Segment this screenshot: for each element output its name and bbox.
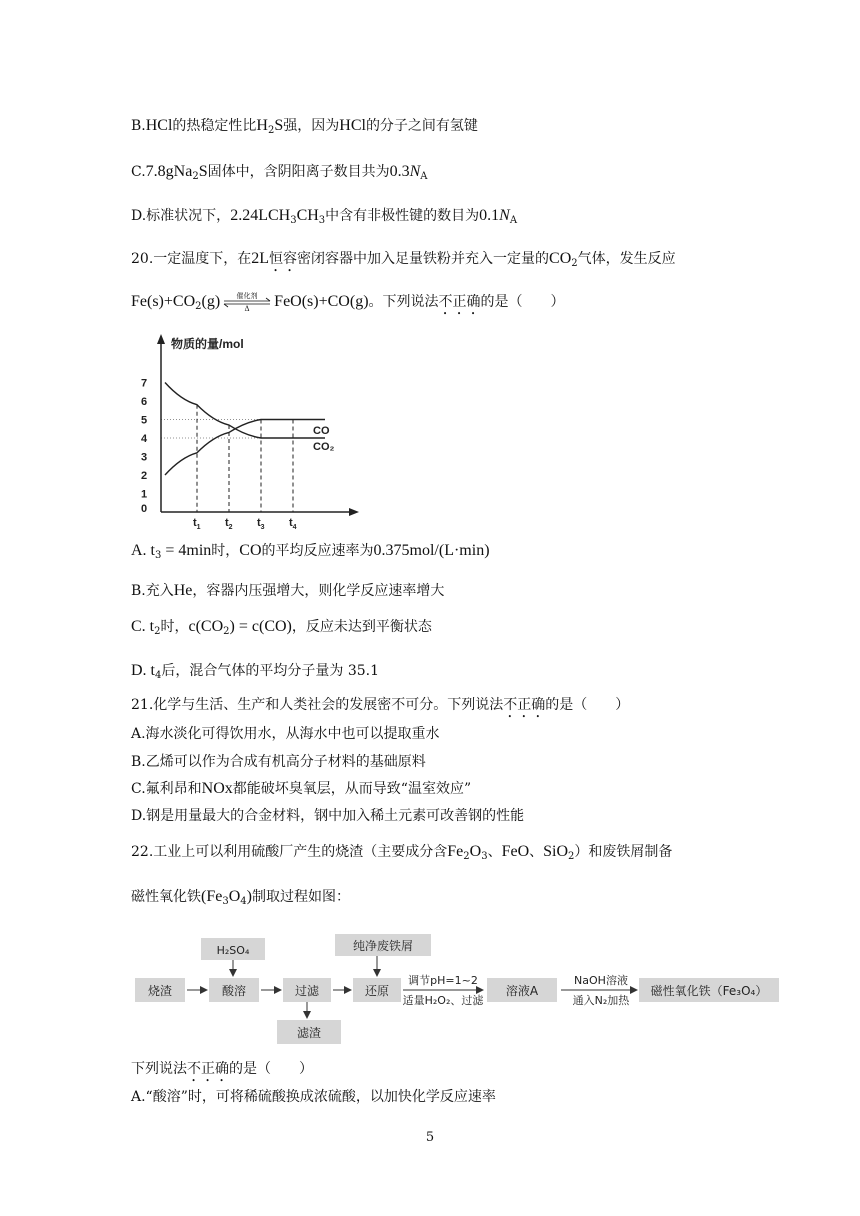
formula: FeO(s)+CO(g) [274,293,369,310]
text: D. t [131,662,155,679]
text: 中含有非极性键的数目为 [325,208,480,224]
number: 0.3 [389,163,410,180]
text: 、 [529,844,544,860]
formula: S [198,163,208,180]
emphasis: 不正确 [503,697,546,713]
subscript: 2 [154,626,161,637]
flow-node-acid-dissolve-label: 酸溶 [221,984,247,998]
q19-option-d [131,206,517,226]
q20-option-a [131,541,490,561]
legend-co2: CO₂ [313,441,335,453]
q21-option-a: A.海水淡化可得饮用水，从海水中也可以提取重水 [131,726,440,742]
text: ）和废铁屑制备 [574,844,673,860]
y-tick-label: 4 [141,433,148,445]
subscript: 2 [195,301,202,312]
process-flow-diagram [131,928,791,1048]
emphasis: 恒容 [269,251,298,267]
text: 的平均反应速率为 [261,543,374,559]
heat-label: Δ [244,305,250,312]
formula: (g) [201,293,221,310]
y-tick-label: 3 [141,451,148,464]
formula: 2.24LCH [230,207,291,224]
series-line-co2 [165,383,325,439]
subscript: 3 [481,851,488,862]
flow-node-filter-label: 过滤 [294,984,320,998]
flow-input-iron-scrap-label: 纯净废铁屑 [352,939,414,953]
subscript: A [420,171,428,182]
text: 21.化学与生活、生产和人类社会的发展密不可分。下列说法 [131,697,504,713]
reversible-arrow-icon [222,292,272,312]
formula: = 4min [161,542,212,559]
y-tick-label: 6 [141,396,148,408]
formula: HCl [339,117,366,134]
avogadro: N [499,207,510,224]
x-tick-label: $t_4$ [289,517,297,530]
x-tick-label: $t_2$ [225,517,233,530]
formula: ) [246,888,252,905]
text: ，反应未达到平衡状态 [291,619,432,635]
subscript: 3 [318,215,326,226]
emphasis: 不正确 [187,1061,229,1077]
number: 0.1 [479,207,500,224]
text: C. t [131,618,155,635]
flow-input-h2so4-label: H₂SO₄ [216,944,250,957]
text: 密闭容器中加入足量铁粉并充入一定量的 [297,251,550,267]
emphasis: 不正确 [438,294,481,310]
subscript: 2 [571,258,578,269]
text: C. [131,164,146,180]
flow-node-slag-label: 烧渣 [147,984,173,998]
formula: He [173,582,193,599]
formula: 7.8gNa [145,163,193,180]
q21-option-b: B.乙烯可以作为合成有机高分子材料的基础原料 [131,754,426,770]
formula: 0.375mol/(L·min) [373,542,490,559]
text: C.氟利昂和 [131,781,202,797]
page-number: 5 [425,1130,435,1145]
text: 22.工业上可以利用硫酸厂产生的烧渣（主要成分含 [131,844,448,860]
flow-step-label-naoh: NaOH溶液 [574,974,628,987]
text: 固体中，含阴阳离子数目共为 [207,164,390,180]
subscript: 3 [290,215,297,226]
text: 的热稳定性比 [172,118,257,134]
subscript: 2 [267,125,275,136]
flow-node-solution-a-label: 溶液A [505,984,539,998]
subscript: 3 [222,896,229,907]
subscript: 4 [240,896,247,907]
subscript: 4 [155,670,162,681]
formula: ) = c(CO) [229,618,292,635]
subscript: A [509,215,518,226]
text: 制取过程如图： [251,889,350,905]
x-tick-label: $t_1$ [193,517,201,530]
subscript: 2 [223,626,230,637]
q20-stem [131,249,676,275]
flow-node-reduce-label: 还原 [364,984,390,998]
flow-step-label-ph: 调节pH=1~2 [408,974,478,987]
formula: CO [549,250,572,267]
formula: O [469,843,482,860]
text: 的是（ ） [545,697,630,713]
formula: Fe [447,843,464,860]
text: 都能破坏臭氧层，从而导致“温室效应” [232,781,472,797]
formula: SiO [543,843,569,860]
flow-step-label-h2o2: 适量H₂O₂、过滤 [402,994,484,1007]
text: B. [131,118,146,134]
text: 的是（ ） [229,1061,313,1077]
text: 的分子之间有氢键 [365,118,478,134]
text: B.充入 [131,583,174,599]
legend-co: CO [313,425,330,437]
q19-option-b [131,116,478,136]
formula: c(CO [188,618,224,635]
flow-node-fe3o4-label: 磁性氧化铁（Fe₃O₄） [650,984,768,998]
y-tick-label: 2 [141,470,148,482]
formula: H [256,117,268,134]
subscript: 2 [192,171,199,182]
y-tick-label: 0 [141,503,148,515]
concentration-time-chart [131,326,363,530]
q22-stem-2 [131,887,350,907]
q19-option-c [131,162,428,182]
text: D.标准状况下， [131,208,231,224]
text: 时， [160,619,189,635]
formula: (Fe [201,888,223,905]
text: ，容器内压强增大，则化学反应速率增大 [192,583,445,599]
flow-step-label-n2: 通入N₂加热 [572,994,630,1007]
text: 气体，发生反应 [577,251,676,267]
catalyst-label: 催化剂 [236,292,258,300]
q20-equation [131,292,565,318]
x-tick-label: $t_3$ [257,517,265,530]
q22-question [131,1059,313,1085]
y-tick-label: 5 [141,414,148,427]
q20-option-b [131,581,444,601]
flow-output-residue-label: 滤渣 [296,1026,322,1040]
q21-option-d: D.钢是用量最大的合金材料，钢中加入稀土元素可改善钢的性能 [131,808,525,824]
formula: O [228,888,241,905]
text: 、 [487,844,502,860]
text: 20.一定温度下，在 [131,251,252,267]
q22-option-a: A.“酸溶”时，可将稀硫酸换成浓硫酸，以加快化学反应速率 [131,1089,496,1105]
text: 。下列说法 [368,294,439,310]
formula: NOx [201,780,233,797]
formula: 2L [251,250,270,267]
q20-option-d [131,661,379,681]
y-tick-label: 7 [141,377,148,390]
formula: S [274,117,284,134]
text: 下列说法 [131,1061,187,1077]
avogadro: N [409,163,421,180]
text: 的是（ ） [480,294,565,310]
q21-stem [131,695,629,721]
text: 强，因为 [283,118,340,134]
q20-option-c [131,617,432,637]
series-line-co [165,420,325,476]
formula: Fe(s)+CO [131,293,196,310]
y-tick-label: 1 [141,488,148,501]
formula: CO [239,542,262,559]
formula: HCl [145,117,173,134]
subscript: 2 [463,851,470,862]
q22-stem-1 [131,842,672,862]
subscript: 2 [568,851,575,862]
x-axis-arrow-icon [349,508,359,516]
q21-option-c [131,779,471,799]
y-axis-arrow-icon [157,334,165,344]
text: 磁性氧化铁 [131,889,201,905]
formula: FeO [501,843,530,860]
y-axis-label: 物质的量/mol [171,337,244,351]
text: 后，混合气体的平均分子量为 35.1 [161,663,379,679]
formula: CH [296,207,319,224]
text: 时， [211,543,240,559]
text: A. t [131,542,155,559]
subscript: 3 [155,550,162,561]
